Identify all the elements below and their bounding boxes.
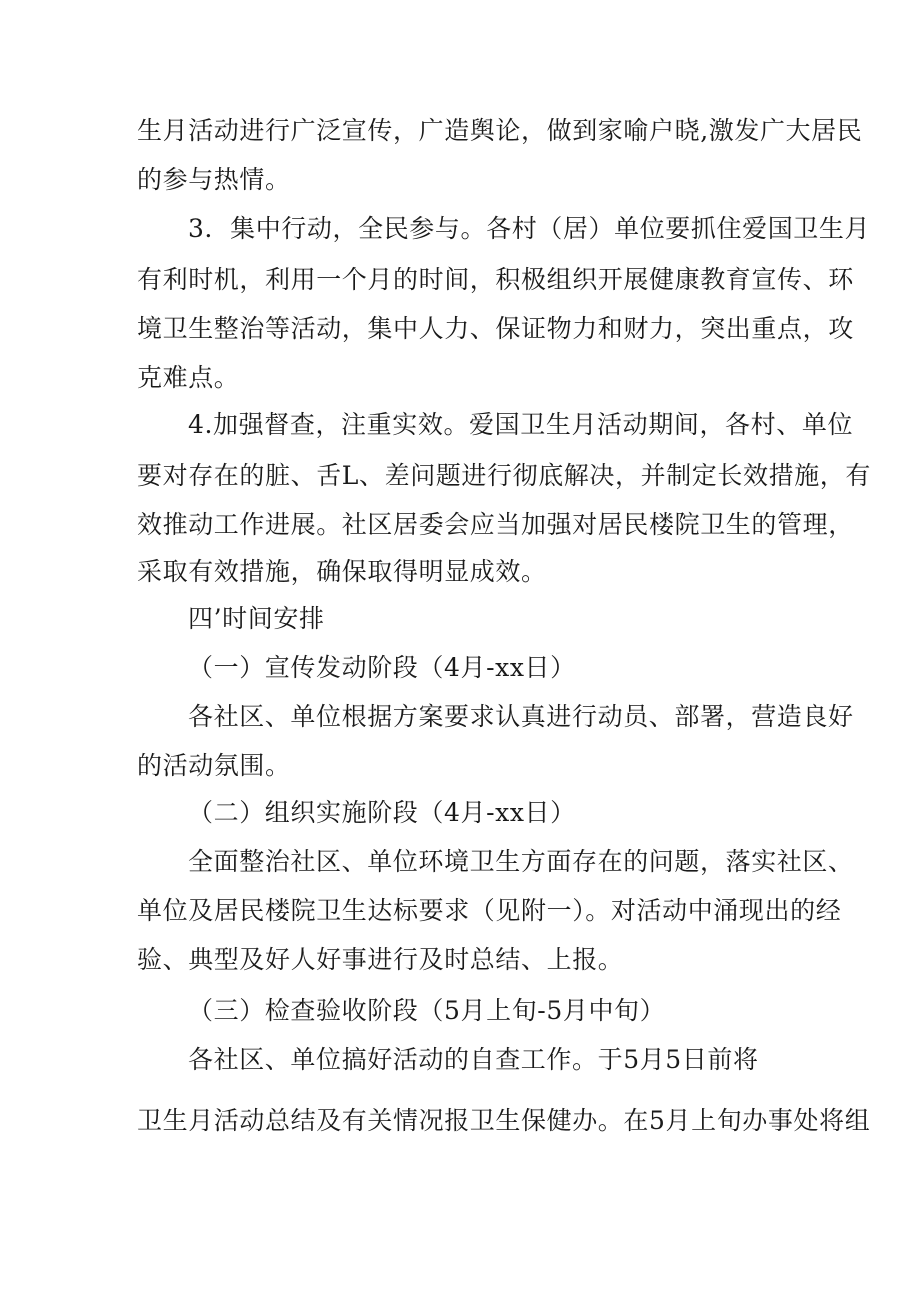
body-text-line: 卫生月活动总结及有关情况报卫生保健办。在5月上旬办事处将组 bbox=[137, 1106, 871, 1135]
section-item-4: 4.加强督查，注重实效。爱国卫生月活动期间，各村、单位 bbox=[188, 410, 854, 439]
section-heading-schedule: 四’时间安排 bbox=[188, 604, 325, 633]
body-text-line: 生月活动进行广泛宣传，广造舆论，做到家喻户晓,激发广大居民 bbox=[137, 116, 863, 145]
body-text-line: 克难点。 bbox=[137, 363, 240, 392]
phase-heading-2: （二）组织实施阶段（4月-xx日） bbox=[188, 798, 576, 827]
body-text-line: 验、典型及好人好事进行及时总结、上报。 bbox=[137, 945, 624, 974]
body-text-line: 有利时机，利用一个月的时间，积极组织开展健康教育宣传、环 bbox=[137, 265, 854, 294]
body-text-line: 全面整治社区、单位环境卫生方面存在的问题，落实社区、 bbox=[188, 847, 854, 876]
body-text-line: 各社区、单位根据方案要求认真进行动员、部署，营造良好 bbox=[188, 702, 854, 731]
body-text-line: 的活动氛围。 bbox=[137, 751, 291, 780]
body-text-line: 的参与热情。 bbox=[137, 165, 291, 194]
phase-heading-3: （三）检查验收阶段（5月上旬-5月中旬） bbox=[188, 996, 666, 1025]
body-text-line: 境卫生整治等活动，集中人力、保证物力和财力，突出重点，攻 bbox=[137, 314, 854, 343]
body-text-line: 各社区、单位搞好活动的自查工作。于5月5日前将 bbox=[188, 1045, 759, 1074]
body-text-line: 单位及居民楼院卫生达标要求（见附一）。对活动中涌现出的经 bbox=[137, 896, 842, 925]
body-text-line: 要对存在的脏、舌L、差问题进行彻底解决，并制定长效措施，有 bbox=[137, 461, 872, 490]
body-text-line: 效推动工作进展。社区居委会应当加强对居民楼院卫生的管理， bbox=[137, 510, 854, 539]
body-text-line: 采取有效措施，确保取得明显成效。 bbox=[137, 557, 547, 586]
phase-heading-1: （一）宣传发动阶段（4月-xx日） bbox=[188, 653, 576, 682]
section-item-3: 3．集中行动，全民参与。各村（居）单位要抓住爱国卫生月 bbox=[188, 214, 871, 243]
